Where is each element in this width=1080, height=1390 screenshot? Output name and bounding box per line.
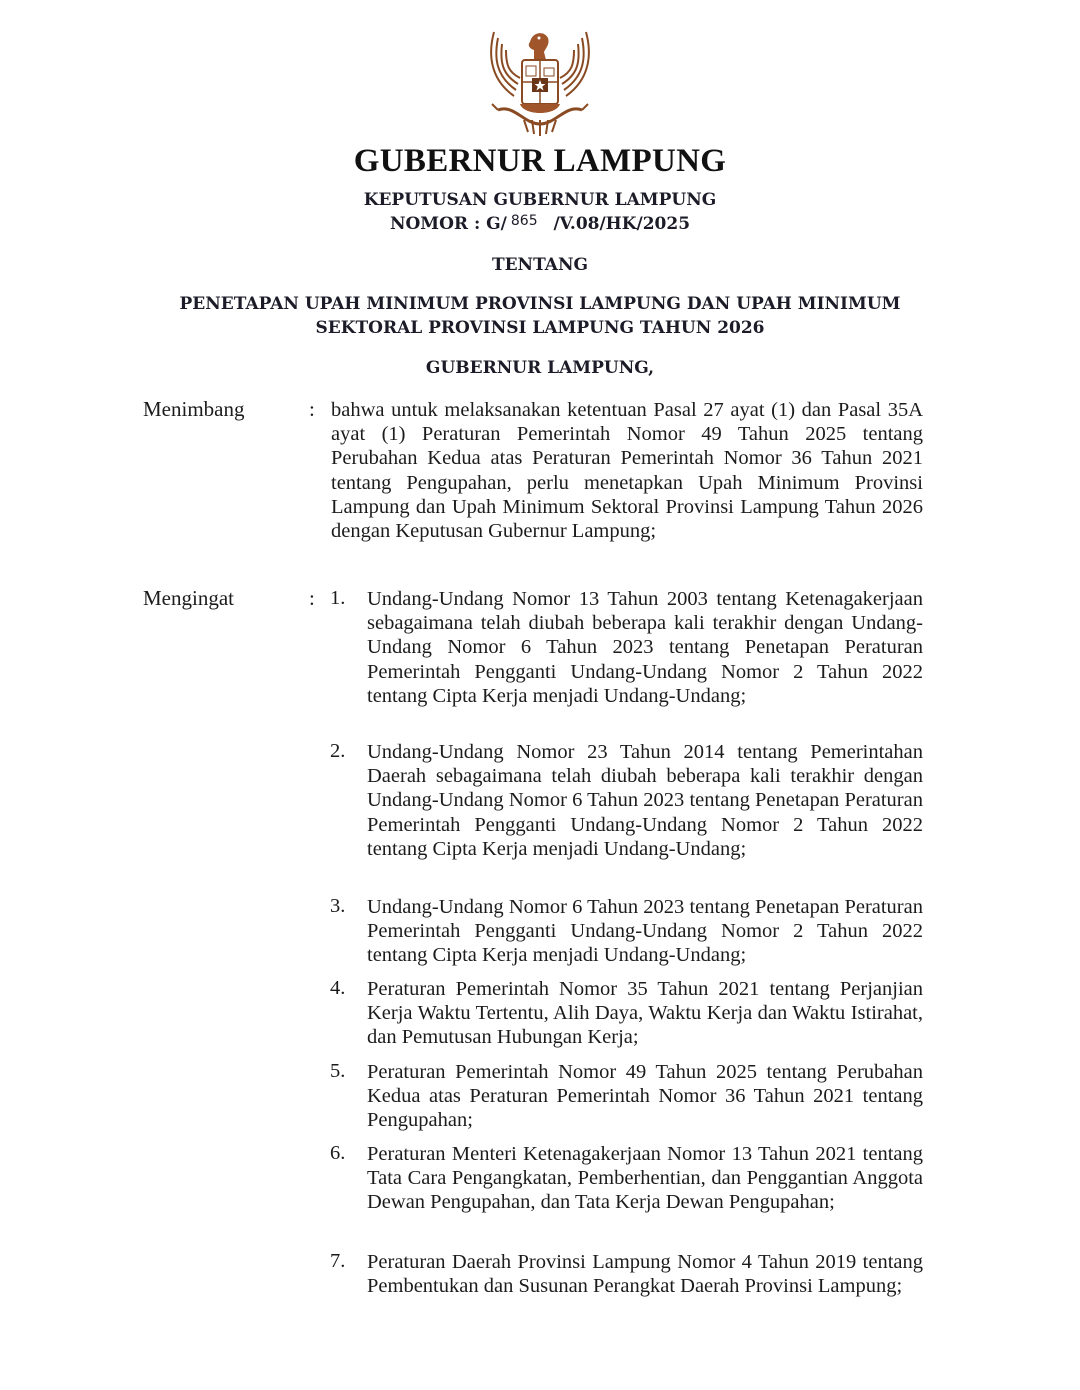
list-item: Peraturan Pemerintah Nomor 49 Tahun 2025 tentang Perubahan Kedua atas Peraturan Pemerintah Nomor 36 Tahun 2021 tentang Pengupahan;: [367, 1061, 923, 1132]
list-item: Peraturan Pemerintah Nomor 35 Tahun 2021 tentang Perjanjian Kerja Waktu Tertentu, Alih Daya, Waktu Kerja dan Waktu Istirahat, dan Pemutusan Hubungan Kerja;: [367, 978, 923, 1049]
list-item-number: 7.: [330, 1250, 346, 1272]
list-item: Undang-Undang Nomor 6 Tahun 2023 tentang Penetapan Peraturan Pemerintah Pengganti Undang-Undang Nomor 2 Tahun 2022 tentang Cipta Kerja menjadi Undang-Undang;: [367, 896, 923, 967]
list-item: Peraturan Daerah Provinsi Lampung Nomor 4 Tahun 2019 tentang Pembentukan dan Susunan Perangkat Daerah Provinsi Lampung;: [367, 1251, 923, 1298]
document-title: GUBERNUR LAMPUNG: [353, 143, 727, 179]
decree-number-suffix: /V.08/HK/2025: [553, 214, 691, 234]
list-item: Peraturan Menteri Ketenagakerjaan Nomor 13 Tahun 2021 tentang Tata Cara Pengangkatan, Pemberhentian, dan Penggantian Anggota Dewan Pengupahan, dan Tata Kerja Dewan Pengupahan;: [367, 1143, 923, 1214]
decree-title: KEPUTUSAN GUBERNUR LAMPUNG: [363, 190, 717, 210]
list-item-number: 1.: [330, 587, 346, 609]
decree-number: [0, 214, 1080, 234]
garuda-emblem-icon: [484, 24, 596, 142]
about-heading: TENTANG: [491, 255, 589, 275]
list-item-number: 6.: [330, 1142, 346, 1164]
recalling-colon: :: [309, 586, 315, 610]
recalling-label: Mengingat: [143, 586, 234, 610]
considering-colon: :: [309, 397, 315, 421]
list-item-number: 4.: [330, 977, 346, 999]
issuer-heading: GUBERNUR LAMPUNG,: [425, 358, 655, 378]
list-item-number: 5.: [330, 1060, 346, 1082]
considering-label: Menimbang: [143, 397, 245, 421]
list-item: Undang-Undang Nomor 23 Tahun 2014 tentang Pemerintahan Daerah sebagaimana telah diubah beberapa kali terakhir dengan Undang-Undang Nomor 6 Tahun 2023 tentang Penetapan Peraturan Pemerintah Pengganti Undang-Undang Nomor 2 Tahun 2022 tentang Cipta Kerja menjadi Undang-Undang;: [367, 741, 923, 860]
list-item-number: 2.: [330, 740, 346, 762]
list-item-number: 3.: [330, 895, 346, 917]
considering-text: bahwa untuk melaksanakan ketentuan Pasal 27 ayat (1) dan Pasal 35A ayat (1) Peraturan Pemerintah Nomor 49 Tahun 2025 tentang Perubahan Kedua atas Peraturan Pemerintah Nomor 36 Tahun 2021 tentang Pengupahan, perlu menetapkan Upah Minimum Provinsi Lampung dan Upah Minimum Sektoral Provinsi Lampung Tahun 2026 dengan Keputusan Gubernur Lampung;: [331, 399, 923, 543]
decree-number-handwritten: 865: [510, 213, 538, 229]
subject-line-1: PENETAPAN UPAH MINIMUM PROVINSI LAMPUNG DAN UPAH MINIMUM: [179, 294, 901, 314]
subject-line-2: SEKTORAL PROVINSI LAMPUNG TAHUN 2026: [315, 318, 765, 338]
decree-number-prefix: NOMOR : G/: [389, 214, 507, 234]
list-item: Undang-Undang Nomor 13 Tahun 2003 tentang Ketenagakerjaan sebagaimana telah diubah beberapa kali terakhir dengan Undang-Undang Nomor 6 Tahun 2023 tentang Penetapan Peraturan Pemerintah Pengganti Undang-Undang Nomor 2 Tahun 2022 tentang Cipta Kerja menjadi Undang-Undang;: [367, 588, 923, 707]
